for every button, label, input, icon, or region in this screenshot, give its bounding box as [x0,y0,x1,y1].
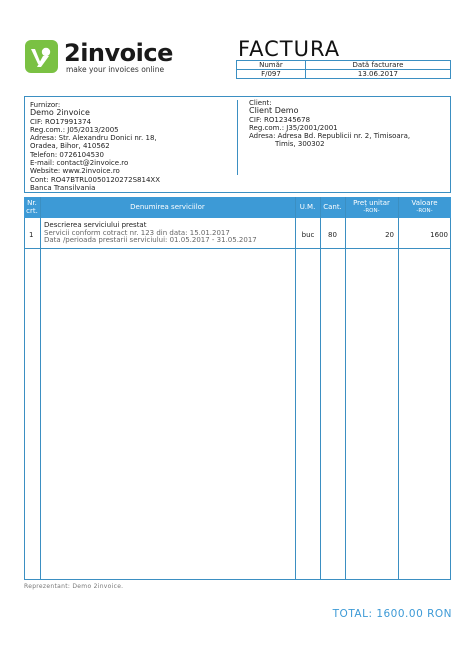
col-divider [398,197,399,580]
brand-tagline: make your invoices online [66,65,165,74]
brand-logo-icon [25,40,58,73]
invoice-number: F/097 [237,70,306,79]
col-divider [345,197,346,580]
buyer-block [249,99,449,149]
row-nr: 1 [29,231,34,239]
row-detail: Data /perioada prestarii serviciului: 01.05.2017 - 31.05.2017 [44,236,257,245]
seller-line: Website: www.2invoice.ro [30,167,120,176]
seller-line: Banca Transilvania [30,183,96,192]
invoice-total: TOTAL: 1600.00 RON [332,608,452,620]
seller-block [30,101,235,192]
row-description [44,222,294,245]
row-um: buc [301,231,315,239]
seller-heading: Furnizor: [30,101,61,109]
items-table [24,197,451,580]
col-header-pret: Preț unitar -RON- [353,199,390,214]
invoice-date: 13.06.2017 [305,70,450,79]
row-detail: Servicii conform cotract nr. 123 din data: 15.01.2017 [44,228,230,237]
col-header-nr: Nr. crt. [26,199,38,215]
invoice-number-label: Număr [237,61,306,70]
row-cant: 80 [328,231,337,239]
seller-line: E-mail: contact@2invoice.ro [30,159,129,168]
document-title: FACTURA [238,37,341,61]
parties-divider [237,100,238,175]
col-header-valoare: Valoare -RON- [411,199,438,214]
seller-line: Cont: RO47BTRL0050120272S814XX [30,175,160,184]
row-pret: 20 [385,231,394,239]
col-divider [320,197,321,580]
row-divider [24,248,451,249]
seller-line: Adresa: Str. Alexandru Donici nr. 18, [30,134,157,143]
invoice-meta-table [236,60,451,79]
buyer-line: CIF: RO12345678 [249,115,311,124]
buyer-line: Adresa: Adresa Bd. Republicii nr. 2, Timisoara, [249,132,411,141]
col-divider [40,197,41,580]
seller-name: Demo 2invoice [30,108,90,118]
seller-line: Telefon: 0726104530 [30,150,104,159]
buyer-heading: Client: [249,99,272,107]
invoice-date-label: Dată facturare [305,61,450,70]
buyer-line: Reg.com.: J35/2001/2001 [249,123,338,132]
buyer-name: Client Demo [249,106,299,116]
seller-line: CIF: RO17991374 [30,117,92,126]
seller-line: Reg.com.: J05/2013/2005 [30,125,119,134]
row-valoare: 1600 [430,231,448,239]
col-header-cant: Cant. [323,202,342,211]
seller-line: Oradea, Bihor, 410562 [30,142,110,151]
brand-name: 2invoice [64,39,173,67]
buyer-line: Timis, 300302 [275,140,325,149]
col-header-name: Denumirea serviciilor [130,202,205,211]
col-header-um: U.M. [299,202,316,211]
row-title: Descrierea serviciului prestat [44,221,147,229]
col-divider [295,197,296,580]
representative: Reprezentant: Demo 2invoice. [24,583,124,590]
